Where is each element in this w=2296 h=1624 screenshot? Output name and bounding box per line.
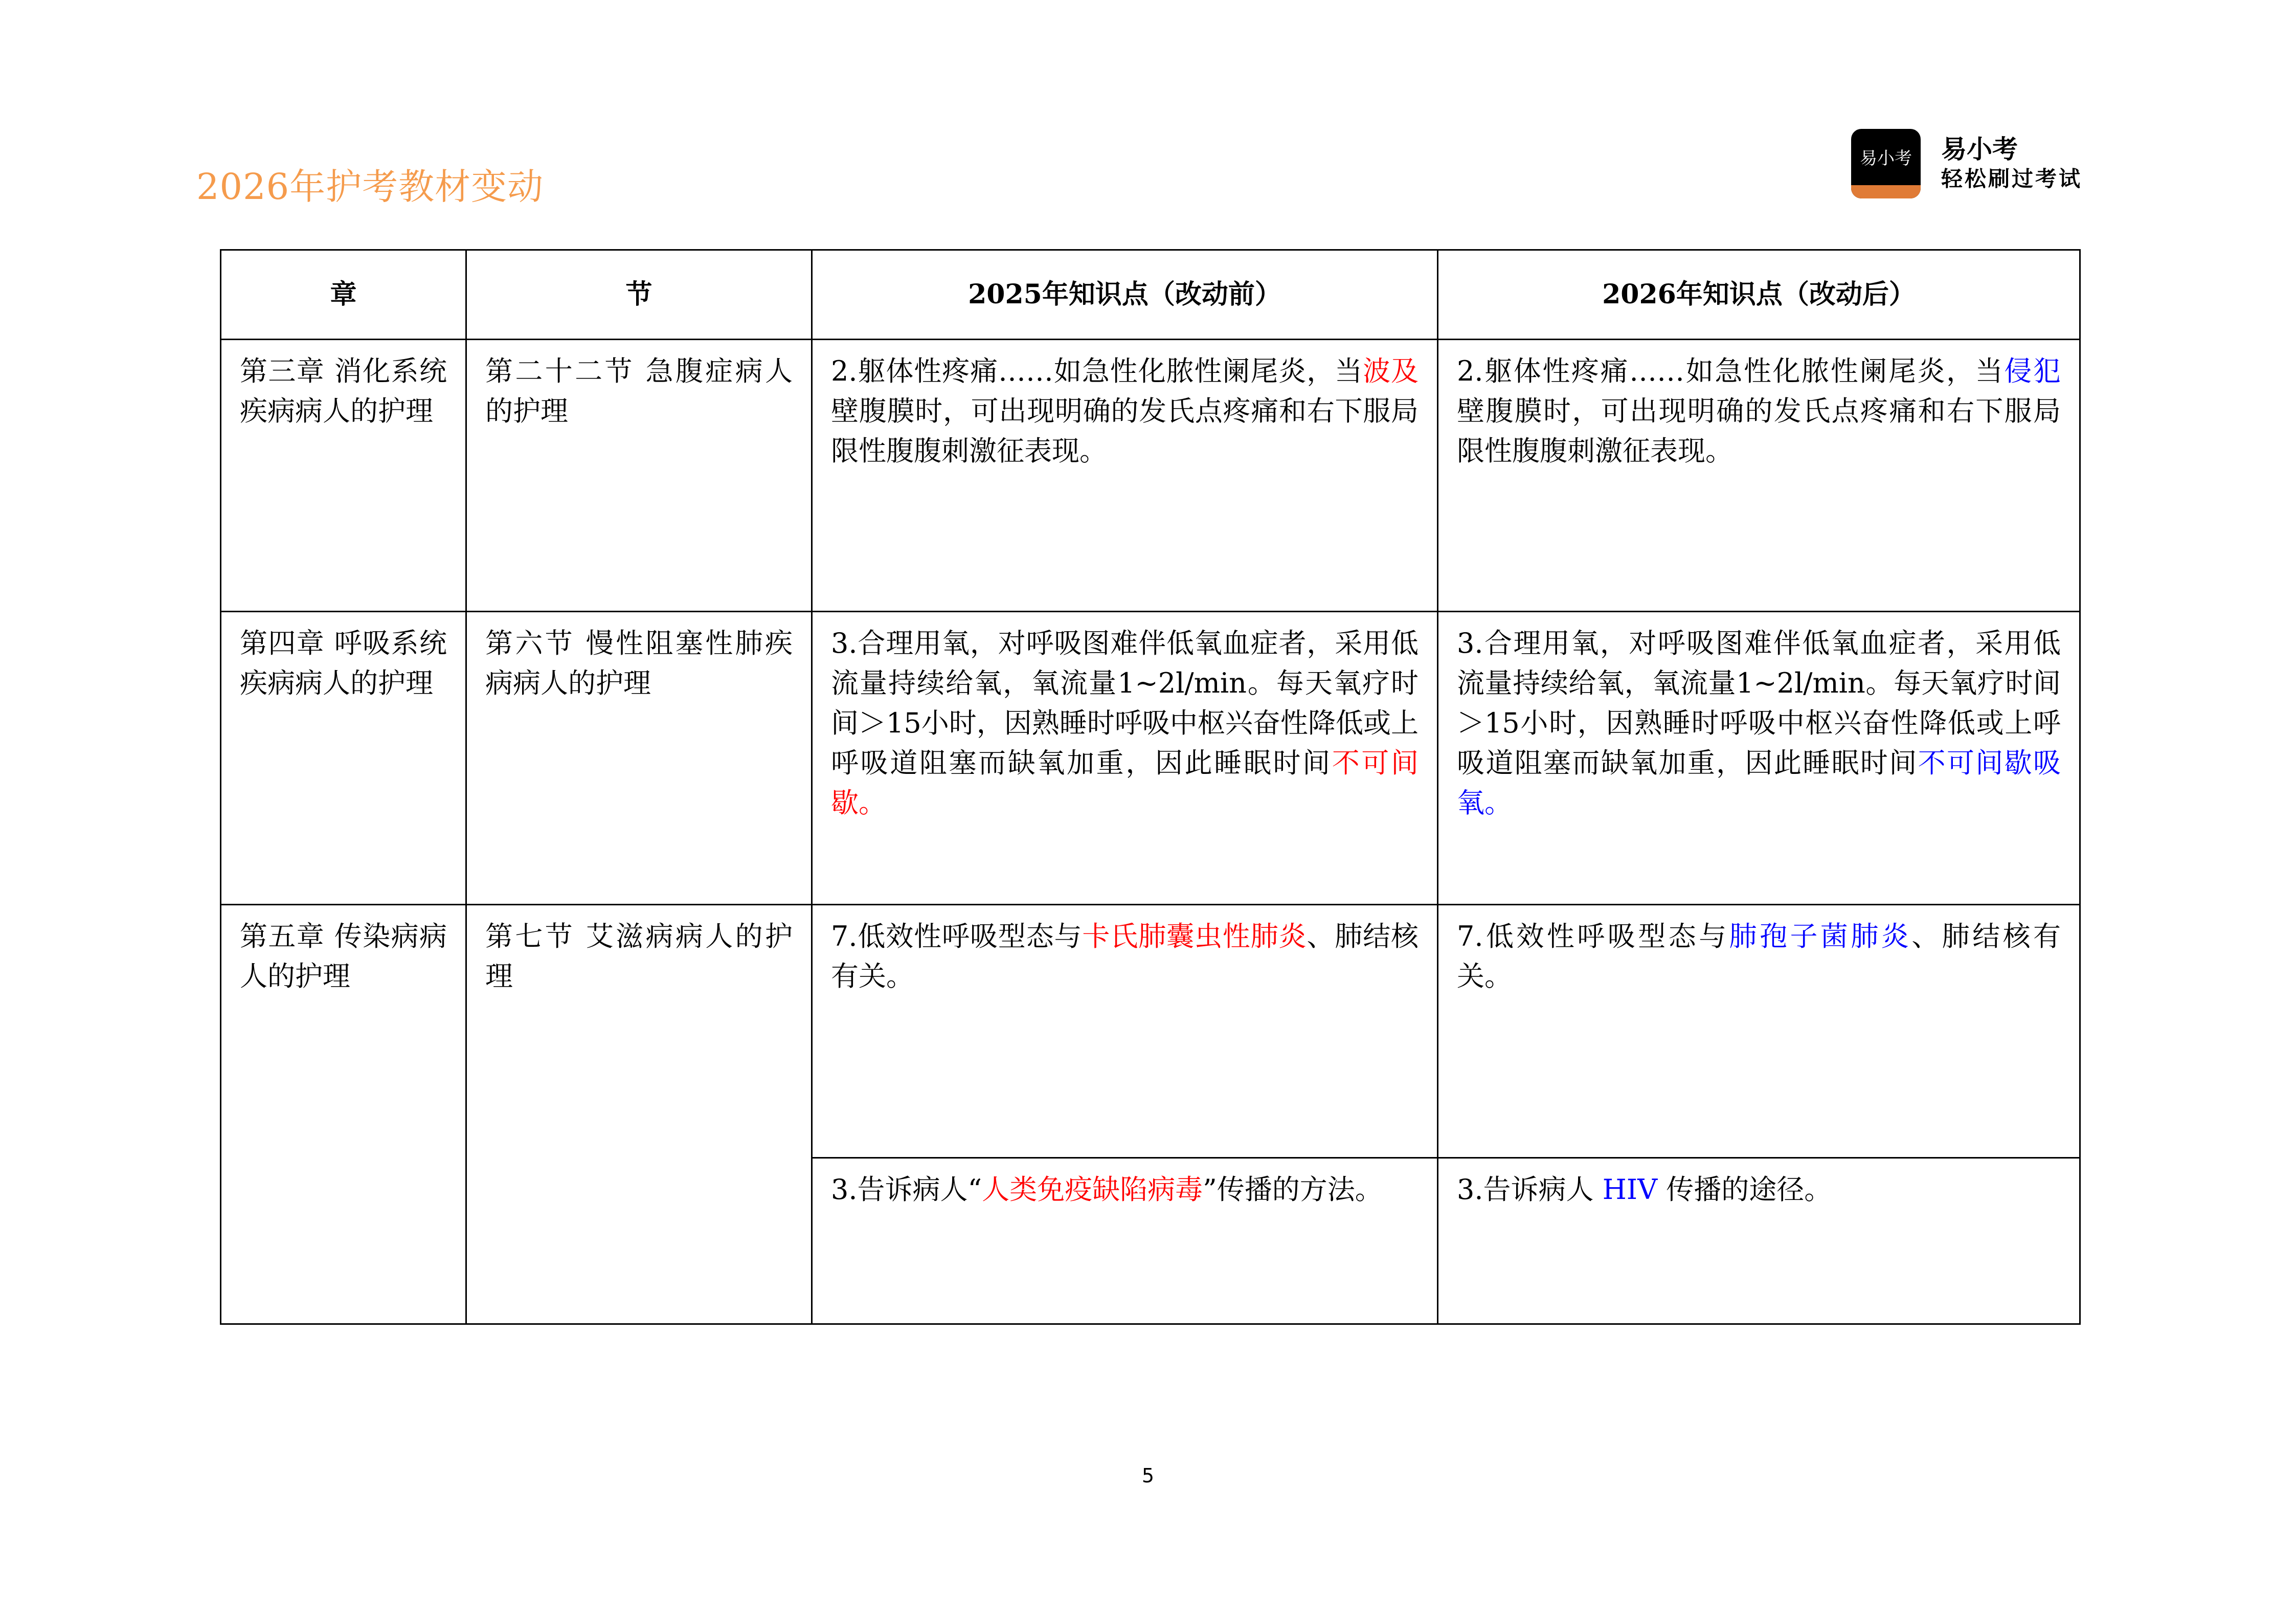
removed-text: 卡氏肺囊虫性肺炎 bbox=[1082, 920, 1307, 952]
after-cell bbox=[1438, 340, 2080, 612]
before-text: 2.躯体性疼痛……如急性化脓性阑尾炎，当 bbox=[831, 355, 1363, 387]
section-cell: 第六节 慢性阻塞性肺疾病病人的护理 bbox=[466, 612, 812, 905]
table-header-row bbox=[221, 250, 2080, 340]
header-after: 2026年知识点（改动后） bbox=[1438, 250, 2080, 340]
before-cell bbox=[812, 612, 1438, 905]
after-cell bbox=[1438, 905, 2080, 1158]
removed-text: 人类免疫缺陷病毒 bbox=[982, 1173, 1203, 1206]
changes-table bbox=[220, 249, 2081, 1325]
before-cell bbox=[812, 1158, 1438, 1324]
table-row bbox=[221, 612, 2080, 905]
removed-text: 波及 bbox=[1363, 355, 1419, 387]
header-before: 2025年知识点（改动前） bbox=[812, 250, 1438, 340]
before-text: 、肺结核有关。 bbox=[831, 920, 1419, 992]
added-text: 侵犯 bbox=[2004, 355, 2061, 387]
chapter-cell: 第三章 消化系统疾病病人的护理 bbox=[221, 340, 466, 612]
app-icon-accent-bar bbox=[1851, 185, 1921, 198]
page-number: 5 bbox=[1141, 1464, 1155, 1487]
before-cell bbox=[812, 905, 1438, 1158]
table-row bbox=[221, 340, 2080, 612]
after-text: 3.告诉病人 bbox=[1457, 1173, 1603, 1206]
section-cell: 第七节 艾滋病病人的护理 bbox=[466, 905, 812, 1324]
brand-logo bbox=[1851, 129, 2082, 198]
before-text: 7.低效性呼吸型态与 bbox=[831, 920, 1083, 952]
table-row bbox=[221, 905, 2080, 1158]
after-cell bbox=[1438, 612, 2080, 905]
before-text: 3.合理用氧，对呼吸图难伴低氧血症者，采用低流量持续给氧，氧流量1~2l/min。每天氧疗时间＞15小时，因熟睡时呼吸中枢兴奋性降低或上呼吸道阻塞而缺氧加重，因此睡眠时间 bbox=[831, 627, 1419, 779]
brand-name: 易小考 bbox=[1941, 135, 2018, 164]
after-text: 2.躯体性疼痛……如急性化脓性阑尾炎，当 bbox=[1457, 355, 2005, 387]
app-icon-text: 易小考 bbox=[1860, 148, 1912, 169]
app-icon bbox=[1851, 129, 1921, 198]
added-text: 不可间歇吸氧。 bbox=[1457, 747, 2061, 819]
chapter-cell: 第五章 传染病病人的护理 bbox=[221, 905, 466, 1324]
after-text: 、肺结核有关。 bbox=[1457, 920, 2061, 992]
section-cell: 第二十二节 急腹症病人的护理 bbox=[466, 340, 812, 612]
header-chapter: 章 bbox=[221, 250, 466, 340]
chapter-cell: 第四章 呼吸系统疾病病人的护理 bbox=[221, 612, 466, 905]
brand-slogan: 轻松刷过考试 bbox=[1941, 166, 2083, 191]
document-title: 2026年护考教材变动 bbox=[196, 166, 544, 208]
added-text: 肺孢子菌肺炎 bbox=[1729, 920, 1912, 952]
after-text: 7.低效性呼吸型态与 bbox=[1457, 920, 1729, 952]
before-text: 壁腹膜时，可出现明确的发氏点疼痛和右下服局限性腹腹刺激征表现。 bbox=[831, 395, 1419, 467]
before-text: ”传播的方法。 bbox=[1203, 1173, 1383, 1206]
after-text: 壁腹膜时，可出现明确的发氏点疼痛和右下服局限性腹腹刺激征表现。 bbox=[1457, 395, 2061, 467]
added-text: HIV bbox=[1602, 1173, 1658, 1206]
after-cell bbox=[1438, 1158, 2080, 1324]
before-cell bbox=[812, 340, 1438, 612]
removed-text: 不可间歇。 bbox=[831, 747, 1419, 819]
after-text: 3.合理用氧，对呼吸图难伴低氧血症者，采用低流量持续给氧，氧流量1~2l/min。每天氧疗时间＞15小时，因熟睡时呼吸中枢兴奋性降低或上呼吸道阻塞而缺氧加重，因此睡眠时间 bbox=[1457, 627, 2061, 779]
header-section: 节 bbox=[466, 250, 812, 340]
before-text: 3.告诉病人“ bbox=[831, 1173, 982, 1206]
after-text: 传播的途径。 bbox=[1657, 1173, 1832, 1206]
